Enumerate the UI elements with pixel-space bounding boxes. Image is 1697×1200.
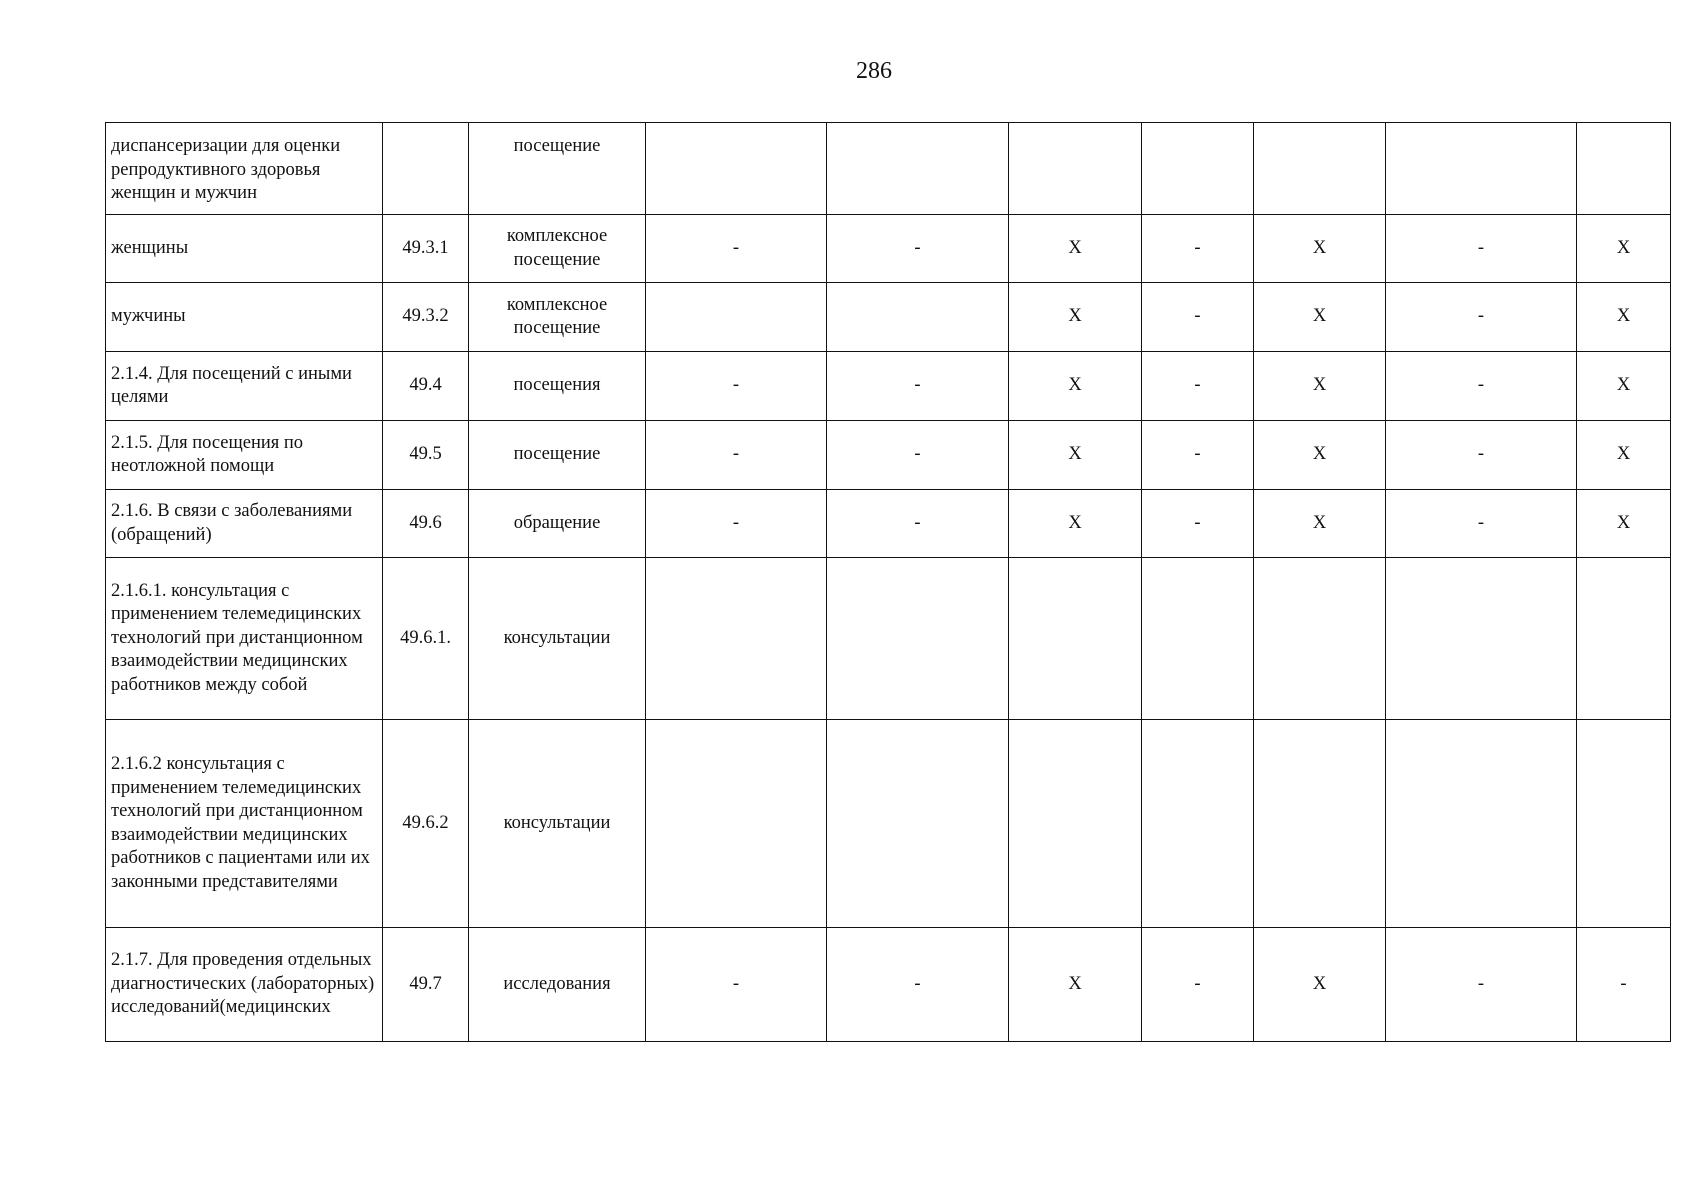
row-value-2 [827,123,1009,215]
row-value-1 [646,558,827,720]
row-value-7 [1577,720,1671,928]
row-value-7: X [1577,490,1671,558]
row-name: 2.1.6.2 консультация с применением телемедицинских технологий при дистанционном взаимодействии медицинских работников с пациентами или их законными представителями [106,720,383,928]
table-row [106,421,1671,490]
row-value-7: X [1577,283,1671,352]
row-name: 2.1.7. Для проведения отдельных диагностических (лабораторных) исследований(медицинских [106,928,383,1042]
row-name: 2.1.6. В связи с заболеваниями (обращений) [106,490,383,558]
row-value-6 [1386,558,1577,720]
row-value-3: X [1009,215,1142,283]
row-value-3 [1009,123,1142,215]
row-value-6: - [1386,490,1577,558]
row-value-4 [1142,558,1254,720]
table-row [106,490,1671,558]
row-code: 49.3.1 [383,215,469,283]
row-value-3 [1009,558,1142,720]
row-code: 49.3.2 [383,283,469,352]
row-unit: исследования [469,928,646,1042]
row-name: 2.1.5. Для посещения по неотложной помощи [106,421,383,490]
row-value-6 [1386,123,1577,215]
row-value-4: - [1142,215,1254,283]
row-unit: посещение [469,421,646,490]
table-row [106,928,1671,1042]
row-value-5: X [1254,352,1386,421]
row-code [383,123,469,215]
row-value-4: - [1142,928,1254,1042]
row-value-5: X [1254,421,1386,490]
table-row [106,123,1671,215]
row-code: 49.6 [383,490,469,558]
row-name: 2.1.6.1. консультация с применением телемедицинских технологий при дистанционном взаимодействии медицинских работников между собой [106,558,383,720]
row-value-4: - [1142,421,1254,490]
row-value-7: X [1577,421,1671,490]
row-value-2 [827,283,1009,352]
row-value-2: - [827,421,1009,490]
table-row [106,720,1671,928]
row-value-1 [646,283,827,352]
table-row [106,558,1671,720]
row-value-2 [827,720,1009,928]
table-row [106,215,1671,283]
row-name: мужчины [106,283,383,352]
data-table [105,122,1671,1042]
row-value-4: - [1142,283,1254,352]
row-code: 49.6.1. [383,558,469,720]
row-value-3: X [1009,421,1142,490]
row-unit: обращение [469,490,646,558]
row-unit: посещение [469,123,646,215]
row-unit: посещения [469,352,646,421]
row-code: 49.6.2 [383,720,469,928]
row-value-1 [646,720,827,928]
row-value-6: - [1386,928,1577,1042]
row-code: 49.4 [383,352,469,421]
row-value-6: - [1386,421,1577,490]
row-value-6: - [1386,352,1577,421]
row-unit: консультации [469,720,646,928]
row-value-2: - [827,928,1009,1042]
row-value-1: - [646,352,827,421]
row-value-1 [646,123,827,215]
row-value-4 [1142,720,1254,928]
row-value-3: X [1009,490,1142,558]
row-value-3 [1009,720,1142,928]
row-value-3: X [1009,352,1142,421]
row-value-6: - [1386,215,1577,283]
row-value-1: - [646,490,827,558]
row-value-2: - [827,215,1009,283]
row-value-1: - [646,928,827,1042]
row-unit: консультации [469,558,646,720]
row-name: диспансеризации для оценки репродуктивного здоровья женщин и мужчин [106,123,383,215]
row-value-4: - [1142,490,1254,558]
row-value-7: X [1577,352,1671,421]
row-value-5 [1254,720,1386,928]
row-unit: комплексное посещение [469,283,646,352]
page-number: 286 [856,58,892,84]
row-value-1: - [646,421,827,490]
row-value-2: - [827,352,1009,421]
row-value-5: X [1254,928,1386,1042]
table-row [106,352,1671,421]
row-value-5: X [1254,215,1386,283]
row-value-2 [827,558,1009,720]
row-value-1: - [646,215,827,283]
row-value-7: - [1577,928,1671,1042]
row-value-6: - [1386,283,1577,352]
row-value-4: - [1142,352,1254,421]
row-value-2: - [827,490,1009,558]
table-row [106,283,1671,352]
row-value-5: X [1254,490,1386,558]
row-value-5 [1254,123,1386,215]
row-code: 49.7 [383,928,469,1042]
row-unit: комплексное посещение [469,215,646,283]
row-name: женщины [106,215,383,283]
row-value-7 [1577,123,1671,215]
row-value-3: X [1009,928,1142,1042]
row-value-5 [1254,558,1386,720]
row-value-7 [1577,558,1671,720]
row-value-5: X [1254,283,1386,352]
row-value-7: X [1577,215,1671,283]
row-value-4 [1142,123,1254,215]
row-name: 2.1.4. Для посещений с иными целями [106,352,383,421]
row-code: 49.5 [383,421,469,490]
row-value-6 [1386,720,1577,928]
row-value-3: X [1009,283,1142,352]
